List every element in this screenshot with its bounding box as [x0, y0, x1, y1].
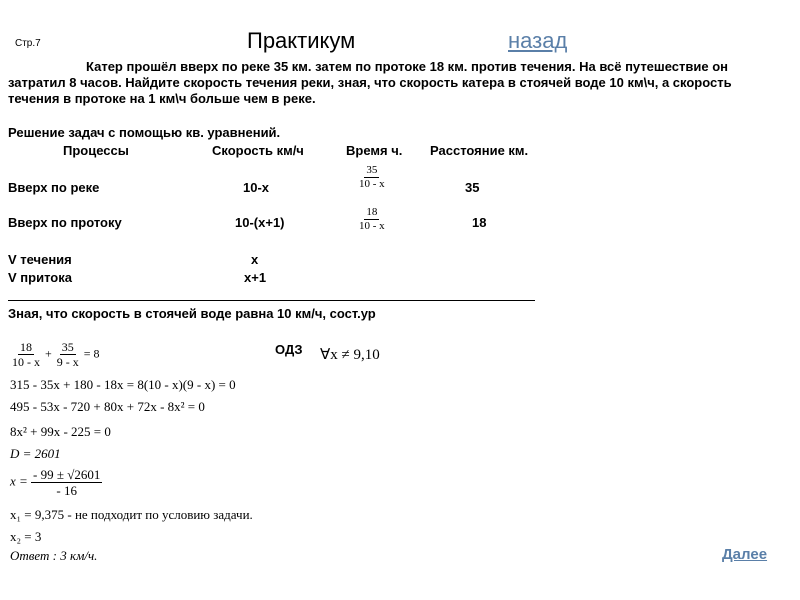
equation-4: 8x² + 99x - 225 = 0 [10, 424, 111, 439]
row2-time-fraction [357, 207, 387, 232]
back-link[interactable]: назад [508, 28, 568, 53]
problem-text: Катер прошёл вверх по реке 35 км. затем по протоке 18 км. против течения. На всё путешествие он затратил 8 часов. Найдите скорость течения реки, зная, что скорость катера в стоячей воде 10 км\ч, а скорость течения в протоке на 1 км\ч больше чем в реке. [8, 59, 732, 106]
row1-speed: 10-x [243, 180, 270, 195]
equation-6 [10, 468, 102, 497]
var-tributary-label: V притока [8, 270, 72, 285]
eq1-rhs: = 8 [83, 346, 100, 361]
eq1-operator: + [45, 346, 52, 361]
var-river-value: x [251, 252, 259, 267]
odz-expression: ∀x ≠ 9,10 [320, 347, 380, 363]
col-header-processes: Процессы [63, 143, 129, 158]
var-tributary-value: x+1 [244, 270, 267, 285]
equation-2: 315 - 35x + 180 - 18x = 8(10 - x)(9 - x) = 0 [10, 377, 236, 392]
eq1-den1: 10 - x [12, 355, 40, 369]
row1-process: Вверх по реке [8, 180, 100, 195]
eq1-num1: 18 [20, 340, 32, 354]
equation-8: x₂ = 3 [10, 529, 42, 544]
divider-line [8, 300, 535, 301]
row1-distance: 35 [465, 180, 480, 195]
page-title: Практикум [247, 28, 356, 53]
var-river-label: V течения [8, 252, 72, 267]
eq6-den: - 16 [56, 483, 78, 498]
row1-time-fraction [357, 165, 387, 190]
equation-7: x₁ = 9,375 - не подходит по условию задачи. [10, 507, 253, 522]
col-header-speed: Скорость км/ч [212, 143, 304, 158]
eq1-num2: 35 [61, 340, 74, 354]
eq6-num: - 99 ± √2601 [33, 467, 101, 482]
eq1-den2: 9 - x [56, 355, 79, 369]
row2-speed: 10-(x+1) [235, 215, 285, 230]
row1-time-den: 10 - x [359, 178, 385, 190]
equation-5: D = 2601 [10, 446, 61, 461]
row2-time-num: 18 [366, 206, 378, 218]
solution-heading: Решение задач с помощью кв. уравнений. [8, 125, 281, 140]
equation-1 [10, 341, 100, 368]
row2-process: Вверх по протоку [8, 215, 122, 230]
page-number: Стр.7 [15, 38, 41, 49]
odz-label: ОДЗ [275, 342, 303, 357]
equation-3: 495 - 53x - 720 + 80x + 72x - 8x² = 0 [10, 399, 205, 414]
next-link[interactable]: Далее [722, 546, 768, 563]
col-header-distance: Расстояние км. [430, 143, 529, 158]
eq6-lhs: x = [10, 473, 28, 489]
row2-distance: 18 [472, 215, 487, 230]
answer-text: Ответ : 3 км/ч. [10, 548, 98, 563]
condition-text: Зная, что скорость в стоячей воде равна 10 км/ч, сост.ур [8, 306, 376, 321]
row2-time-den: 10 - x [359, 220, 385, 232]
col-header-time: Время ч. [346, 143, 403, 158]
row1-time-num: 35 [366, 164, 378, 176]
